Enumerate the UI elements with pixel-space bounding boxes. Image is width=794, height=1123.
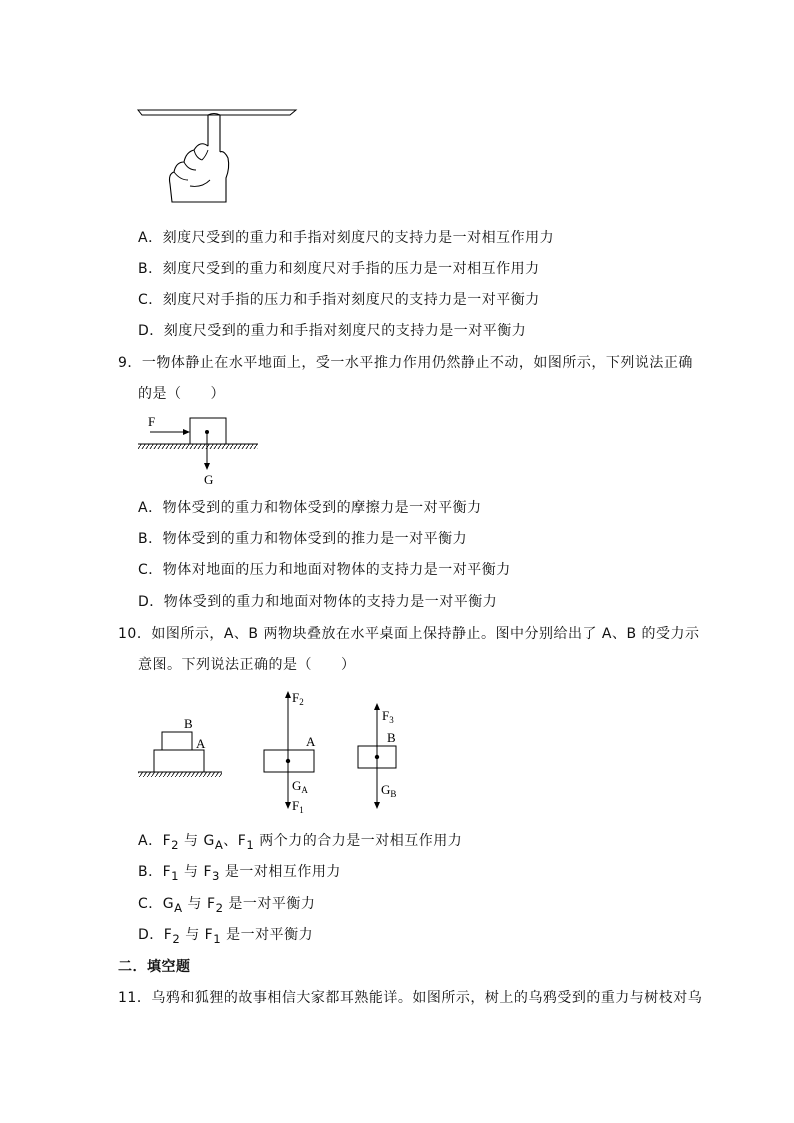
svg-text:GA: $G_A$ xyxy=(292,778,308,795)
finger xyxy=(208,114,220,153)
free-body-b-label: B xyxy=(387,730,396,745)
q10-option-d: D．$F_2$ 与 $F_1$ 是一对平衡力 xyxy=(138,927,314,946)
svg-text:F1: $F_1$ xyxy=(292,798,304,815)
q8-option-b: B．刻度尺受到的重力和刻度尺对手指的压力是一对相互作用力 xyxy=(138,261,540,277)
q10-stem-line1: 10．如图所示，A、B 两物块叠放在水平桌面上保持静止。图中分别给出了 A、B 的受力示 xyxy=(118,626,700,642)
free-body-a-label: A xyxy=(306,734,316,749)
q10-option-b: B．$F_1$ 与 $F_3$ 是一对相互作用力 xyxy=(138,864,341,883)
q9-option-a: A．物体受到的重力和物体受到的摩擦力是一对平衡力 xyxy=(138,500,482,516)
q8-option-d: D．刻度尺受到的重力和手指对刻度尺的支持力是一对平衡力 xyxy=(138,323,527,339)
svg-text:F3: $F_3$ xyxy=(382,708,394,725)
stacked-blocks-figure xyxy=(136,686,426,816)
svg-text:F2: $F_2$ xyxy=(292,690,304,707)
weight-g-label: G xyxy=(204,472,214,487)
force-f-label: F xyxy=(148,414,156,429)
hand xyxy=(170,144,229,202)
section-heading-fill-in: 二．填空题 xyxy=(118,959,191,975)
q9-option-b: B．物体受到的重力和物体受到的推力是一对平衡力 xyxy=(138,531,468,547)
pushed-block-figure xyxy=(136,410,266,490)
q10-option-a: A．$F_2$ 与 $G_A$、$F_1$ 两个力的合力是一对相互作用力 xyxy=(138,833,463,852)
svg-text:GB: $G_B$ xyxy=(381,782,397,799)
block-a xyxy=(154,750,204,772)
q9-option-c: C．物体对地面的压力和地面对物体的支持力是一对平衡力 xyxy=(138,562,511,578)
ruler-on-finger-figure xyxy=(130,100,310,210)
q9-stem-line1: 9．一物体静止在水平地面上，受一水平推力作用仍然静止不动，如图所示，下列说法正确 xyxy=(118,355,693,371)
q9-option-d: D．物体受到的重力和地面对物体的支持力是一对平衡力 xyxy=(138,594,498,610)
stack-label-b: B xyxy=(184,716,193,731)
q10-stem-line2: 意图。下列说法正确的是（ ） xyxy=(138,657,356,673)
q11-stem-line1: 11．乌鸦和狐狸的故事相信大家都耳熟能详。如图所示，树上的乌鸦受到的重力与树枝对乌 xyxy=(118,990,703,1006)
block-b xyxy=(162,732,192,750)
q10-option-c: C．$G_A$ 与 $F_2$ 是一对平衡力 xyxy=(138,896,316,915)
q9-stem-line2: 的是（ ） xyxy=(138,386,225,402)
q8-option-a: A．刻度尺受到的重力和手指对刻度尺的支持力是一对相互作用力 xyxy=(138,230,555,246)
q8-option-c: C．刻度尺对手指的压力和手指对刻度尺的支持力是一对平衡力 xyxy=(138,292,540,308)
stack-label-a: A xyxy=(196,736,206,751)
